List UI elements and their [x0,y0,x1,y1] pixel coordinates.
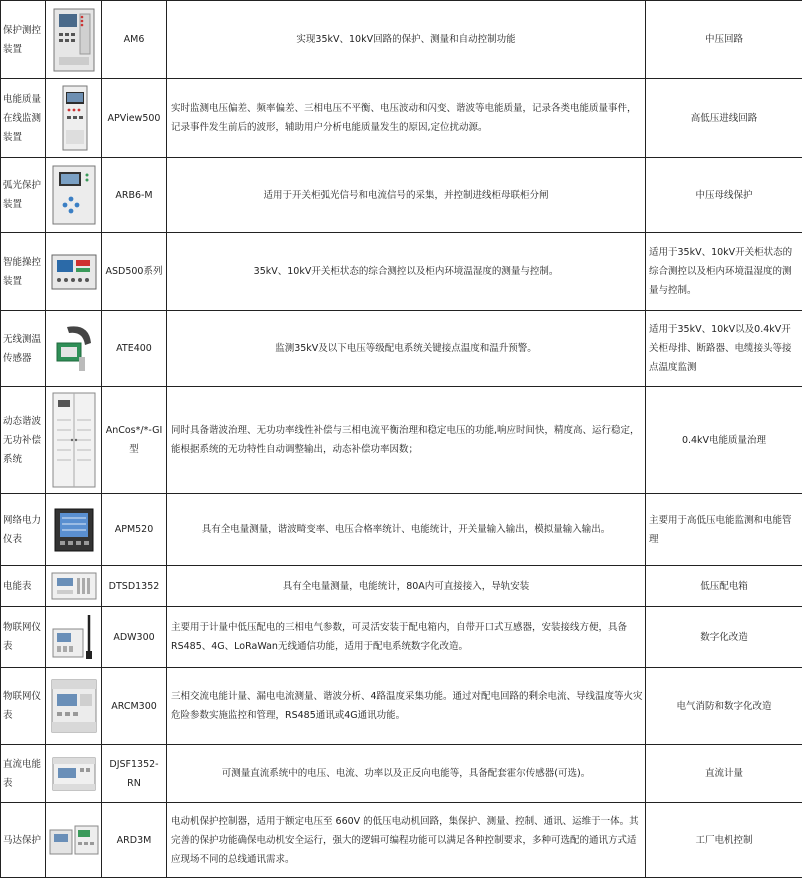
product-model: APView500 [102,79,167,158]
product-model: AnCos*/*-GI型 [102,387,167,494]
product-description: 具有全电量测量，谐波畸变率、电压合格率统计、电能统计，开关量输入输出，模拟量输入输出。 [167,494,646,566]
product-description: 实现35kV、10kV回路的保护、测量和自动控制功能 [167,1,646,79]
product-application: 适用于35kV、10kV开关柜状态的综合测控以及柜内环境温湿度的测量与控制。 [646,233,802,311]
product-application: 0.4kV电能质量治理 [646,387,802,494]
wireless-temperature-sensor-icon [46,311,102,387]
table-row [1,668,802,745]
product-name: 动态谐波无功补偿系统 [1,387,46,494]
network-power-meter-icon [46,494,102,566]
product-name: 网络电力仪表 [1,494,46,566]
product-description: 三相交流电能计量、漏电电流测量、谐波分析、4路温度采集功能。通过对配电回路的剩余电流、导线温度等火灾危险参数实施监控和管理，RS485通讯或4G通讯功能。 [167,668,646,745]
product-model: AM6 [102,1,167,79]
product-application: 中压回路 [646,1,802,79]
iot-meter-din-rail-icon [46,668,102,745]
product-application: 低压配电箱 [646,566,802,607]
table-row [1,311,802,387]
table-row [1,607,802,668]
product-application: 高低压进线回路 [646,79,802,158]
product-description: 主要用于计量中低压配电的三相电气参数，可灵活安装于配电箱内，自带开口式互感器，安装接线方便，具备RS485、4G、LoRaWan无线通信功能，适用于配电系统数字化改造。 [167,607,646,668]
product-model: ATE400 [102,311,167,387]
product-description: 具有全电量测量，电能统计，80A内可直接接入，导轨安装 [167,566,646,607]
product-name: 直流电能表 [1,745,46,803]
product-model: ASD500系列 [102,233,167,311]
product-name: 物联网仪表 [1,668,46,745]
product-description: 同时具备谐波治理、无功功率线性补偿与三相电流平衡治理和稳定电压的功能,响应时间快，精度高、运行稳定，能根据系统的无功特性自动调整输出，动态补偿功率因数； [167,387,646,494]
product-application: 中压母线保护 [646,158,802,233]
product-description: 可测量直流系统中的电压、电流、功率以及正反向电能等，具备配套霍尔传感器(可选)。 [167,745,646,803]
product-name: 弧光保护装置 [1,158,46,233]
table-row [1,566,802,607]
product-model: ARCM300 [102,668,167,745]
table-row [1,387,802,494]
table-row [1,745,802,803]
product-name: 电能质量在线监测装置 [1,79,46,158]
protection-relay-device-icon [46,1,102,79]
energy-meter-icon [46,566,102,607]
product-application: 数字化改造 [646,607,802,668]
product-application: 适用于35kV、10kV以及0.4kV开关柜母排、断路器、电缆接头等接点温度监测 [646,311,802,387]
arc-protection-device-icon [46,158,102,233]
table-row [1,79,802,158]
motor-protector-icon [46,803,102,878]
table-row [1,803,802,878]
product-name: 智能操控装置 [1,233,46,311]
product-description: 35kV、10kV开关柜状态的综合测控以及柜内环境温湿度的测量与控制。 [167,233,646,311]
product-description: 实时监测电压偏差、频率偏差、三相电压不平衡、电压波动和闪变、谐波等电能质量，记录各类电能质量事件，记录事件发生前后的波形，辅助用户分析电能质量发生的原因,定位扰动源。 [167,79,646,158]
harmonic-compensation-cabinet-icon [46,387,102,494]
product-application: 主要用于高低压电能监测和电能管理 [646,494,802,566]
product-model: ARB6-M [102,158,167,233]
product-description: 电动机保护控制器，适用于额定电压至 660V 的低压电动机回路，集保护、测量、控制、通讯、运维于一体。其完善的保护功能确保电动机安全运行，强大的逻辑可编程功能可以满足各种控制要求，多种可选配的通讯方式适应现场不同的总线通讯需求。 [167,803,646,878]
product-application: 工厂电机控制 [646,803,802,878]
product-model: APM520 [102,494,167,566]
table-row [1,494,802,566]
product-model: ADW300 [102,607,167,668]
product-model: DJSF1352-RN [102,745,167,803]
product-model: ARD3M [102,803,167,878]
product-name: 马达保护 [1,803,46,878]
smart-control-device-icon [46,233,102,311]
dc-energy-meter-icon [46,745,102,803]
product-application: 电气消防和数字化改造 [646,668,802,745]
table-row [1,158,802,233]
table-row [1,1,802,79]
power-quality-monitor-device-icon [46,79,102,158]
product-application: 直流计量 [646,745,802,803]
iot-meter-antenna-icon [46,607,102,668]
product-description: 监测35kV及以下电压等级配电系统关键接点温度和温升预警。 [167,311,646,387]
product-name: 电能表 [1,566,46,607]
table-row [1,233,802,311]
product-name: 物联网仪表 [1,607,46,668]
product-model: DTSD1352 [102,566,167,607]
product-description: 适用于开关柜弧光信号和电流信号的采集，并控制进线柜母联柜分闸 [167,158,646,233]
product-name: 保护测控装置 [1,1,46,79]
product-name: 无线测温传感器 [1,311,46,387]
